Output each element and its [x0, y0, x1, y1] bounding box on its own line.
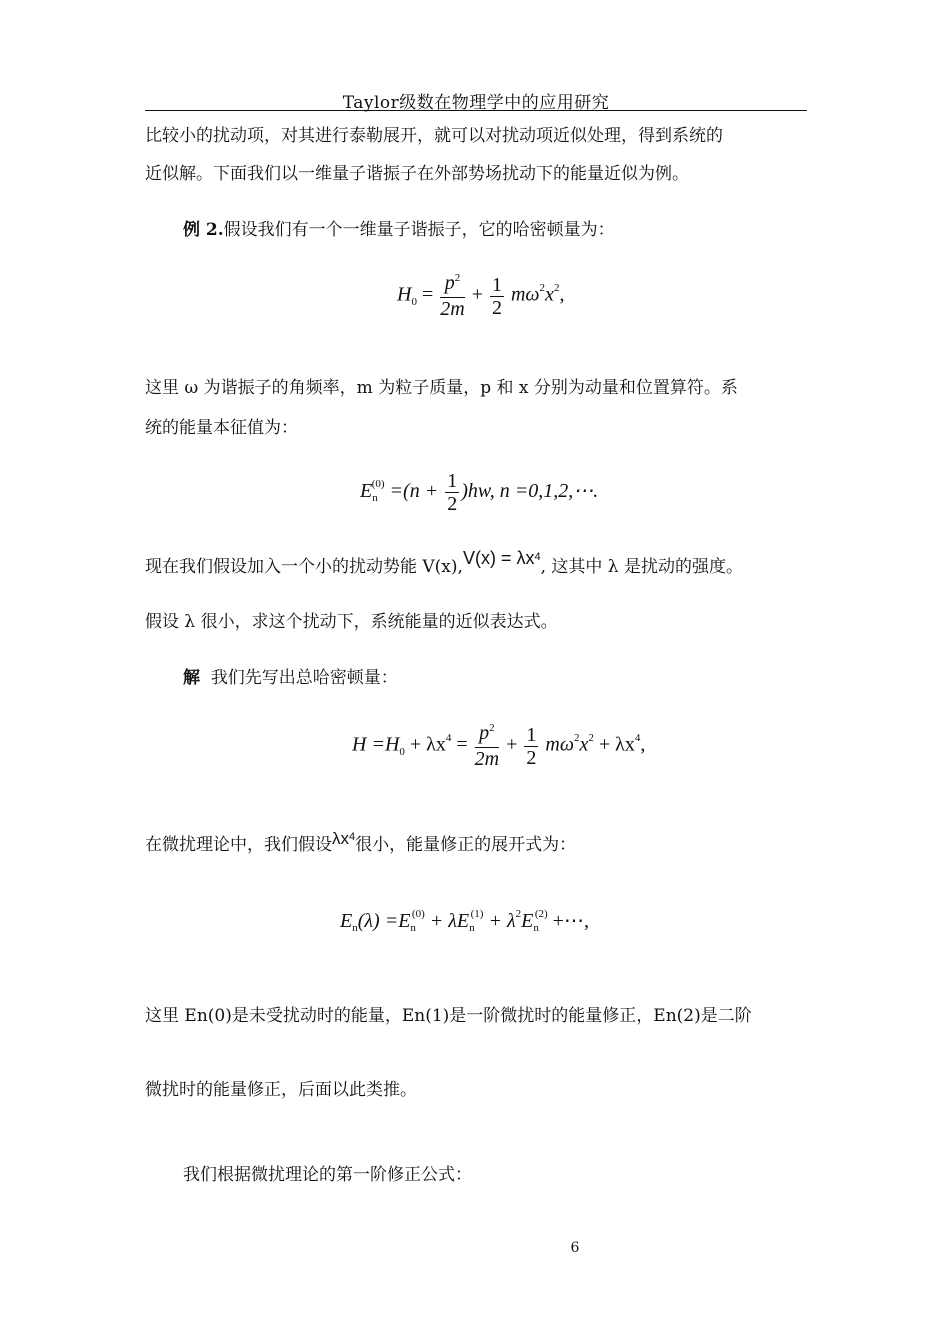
solution-text: 我们先写出总哈密顿量： [210, 668, 398, 688]
solution-label: 解 [183, 668, 200, 688]
example-label: 例 2. [183, 220, 224, 240]
paragraph-line-1: 比较小的扰动项，对其进行泰勒展开，就可以对扰动项近似处理，得到系统的 [145, 126, 723, 146]
paragraph-line-4: 统的能量本征值为： [145, 418, 298, 438]
paragraph-line-3: 这里 ω 为谐振子的角频率，m 为粒子质量，p 和 x 分别为动量和位置算符。系 [145, 378, 738, 398]
paragraph-line-8: 这里 En(0)是未受扰动时的能量，En(1)是一阶微扰时的能量修正，En(2)是二阶 [145, 1006, 752, 1026]
equation-energy-eigenvalues: $E_n^{(0)} =(n$ + $\frac{1}{2}$ )hw, n =0,1,2,⋯. [360, 470, 599, 515]
solution-paragraph [183, 670, 398, 687]
paragraph-line-2: 近似解。下面我们以一维量子谐振子在外部势场扰动下的能量近似为例。 [145, 164, 689, 184]
paragraph-line-7: 在微扰理论中，我们假设$\lambda x^4$很小，能量修正的展开式为： [145, 829, 577, 855]
paragraph-line-9: 微扰时的能量修正，后面以此类推。 [145, 1080, 417, 1100]
perturbation-potential-math: $V(x) = \lambda x^4$ [462, 548, 541, 568]
header-rule [145, 110, 807, 111]
running-header: Taylor级数在物理学中的应用研究 [342, 93, 610, 113]
paragraph-line-6: 假设 λ 很小，求这个扰动下，系统能量的近似表达式。 [145, 612, 558, 632]
paragraph-line-10: 我们根据微扰理论的第一阶修正公式： [183, 1165, 472, 1185]
equation-hamiltonian-h0: $H_0$ = $\frac{p^2}{2m}$ + $\frac{1}{2}$ $m\omega^2x^2$, [397, 272, 565, 320]
lambda-x4-math: $\lambda x^4$ [332, 829, 356, 848]
equation-total-hamiltonian: $H =H_0 + \lambda x^4$ = $\frac{p^2}{2m}$ + $\frac{1}{2}$ $m\omega^2x^2 + \lambda x^4$, [352, 722, 646, 770]
paragraph-line-5: 现在我们假设加入一个小的扰动势能 $V(x),V(x) = \lambda x^4$, 这其中 λ 是扰动的强度。 [145, 548, 743, 577]
page-number: 6 [570, 1240, 580, 1256]
example-text: 假设我们有一个一维量子谐振子，它的哈密顿量为： [223, 220, 615, 240]
example-paragraph [183, 222, 615, 239]
equation-energy-expansion: $E_n(\lambda) =E_n^{(0)} + \lambda E_n^{(1)} + \lambda^2E_n^{(2)}$ +⋯, [340, 908, 589, 934]
